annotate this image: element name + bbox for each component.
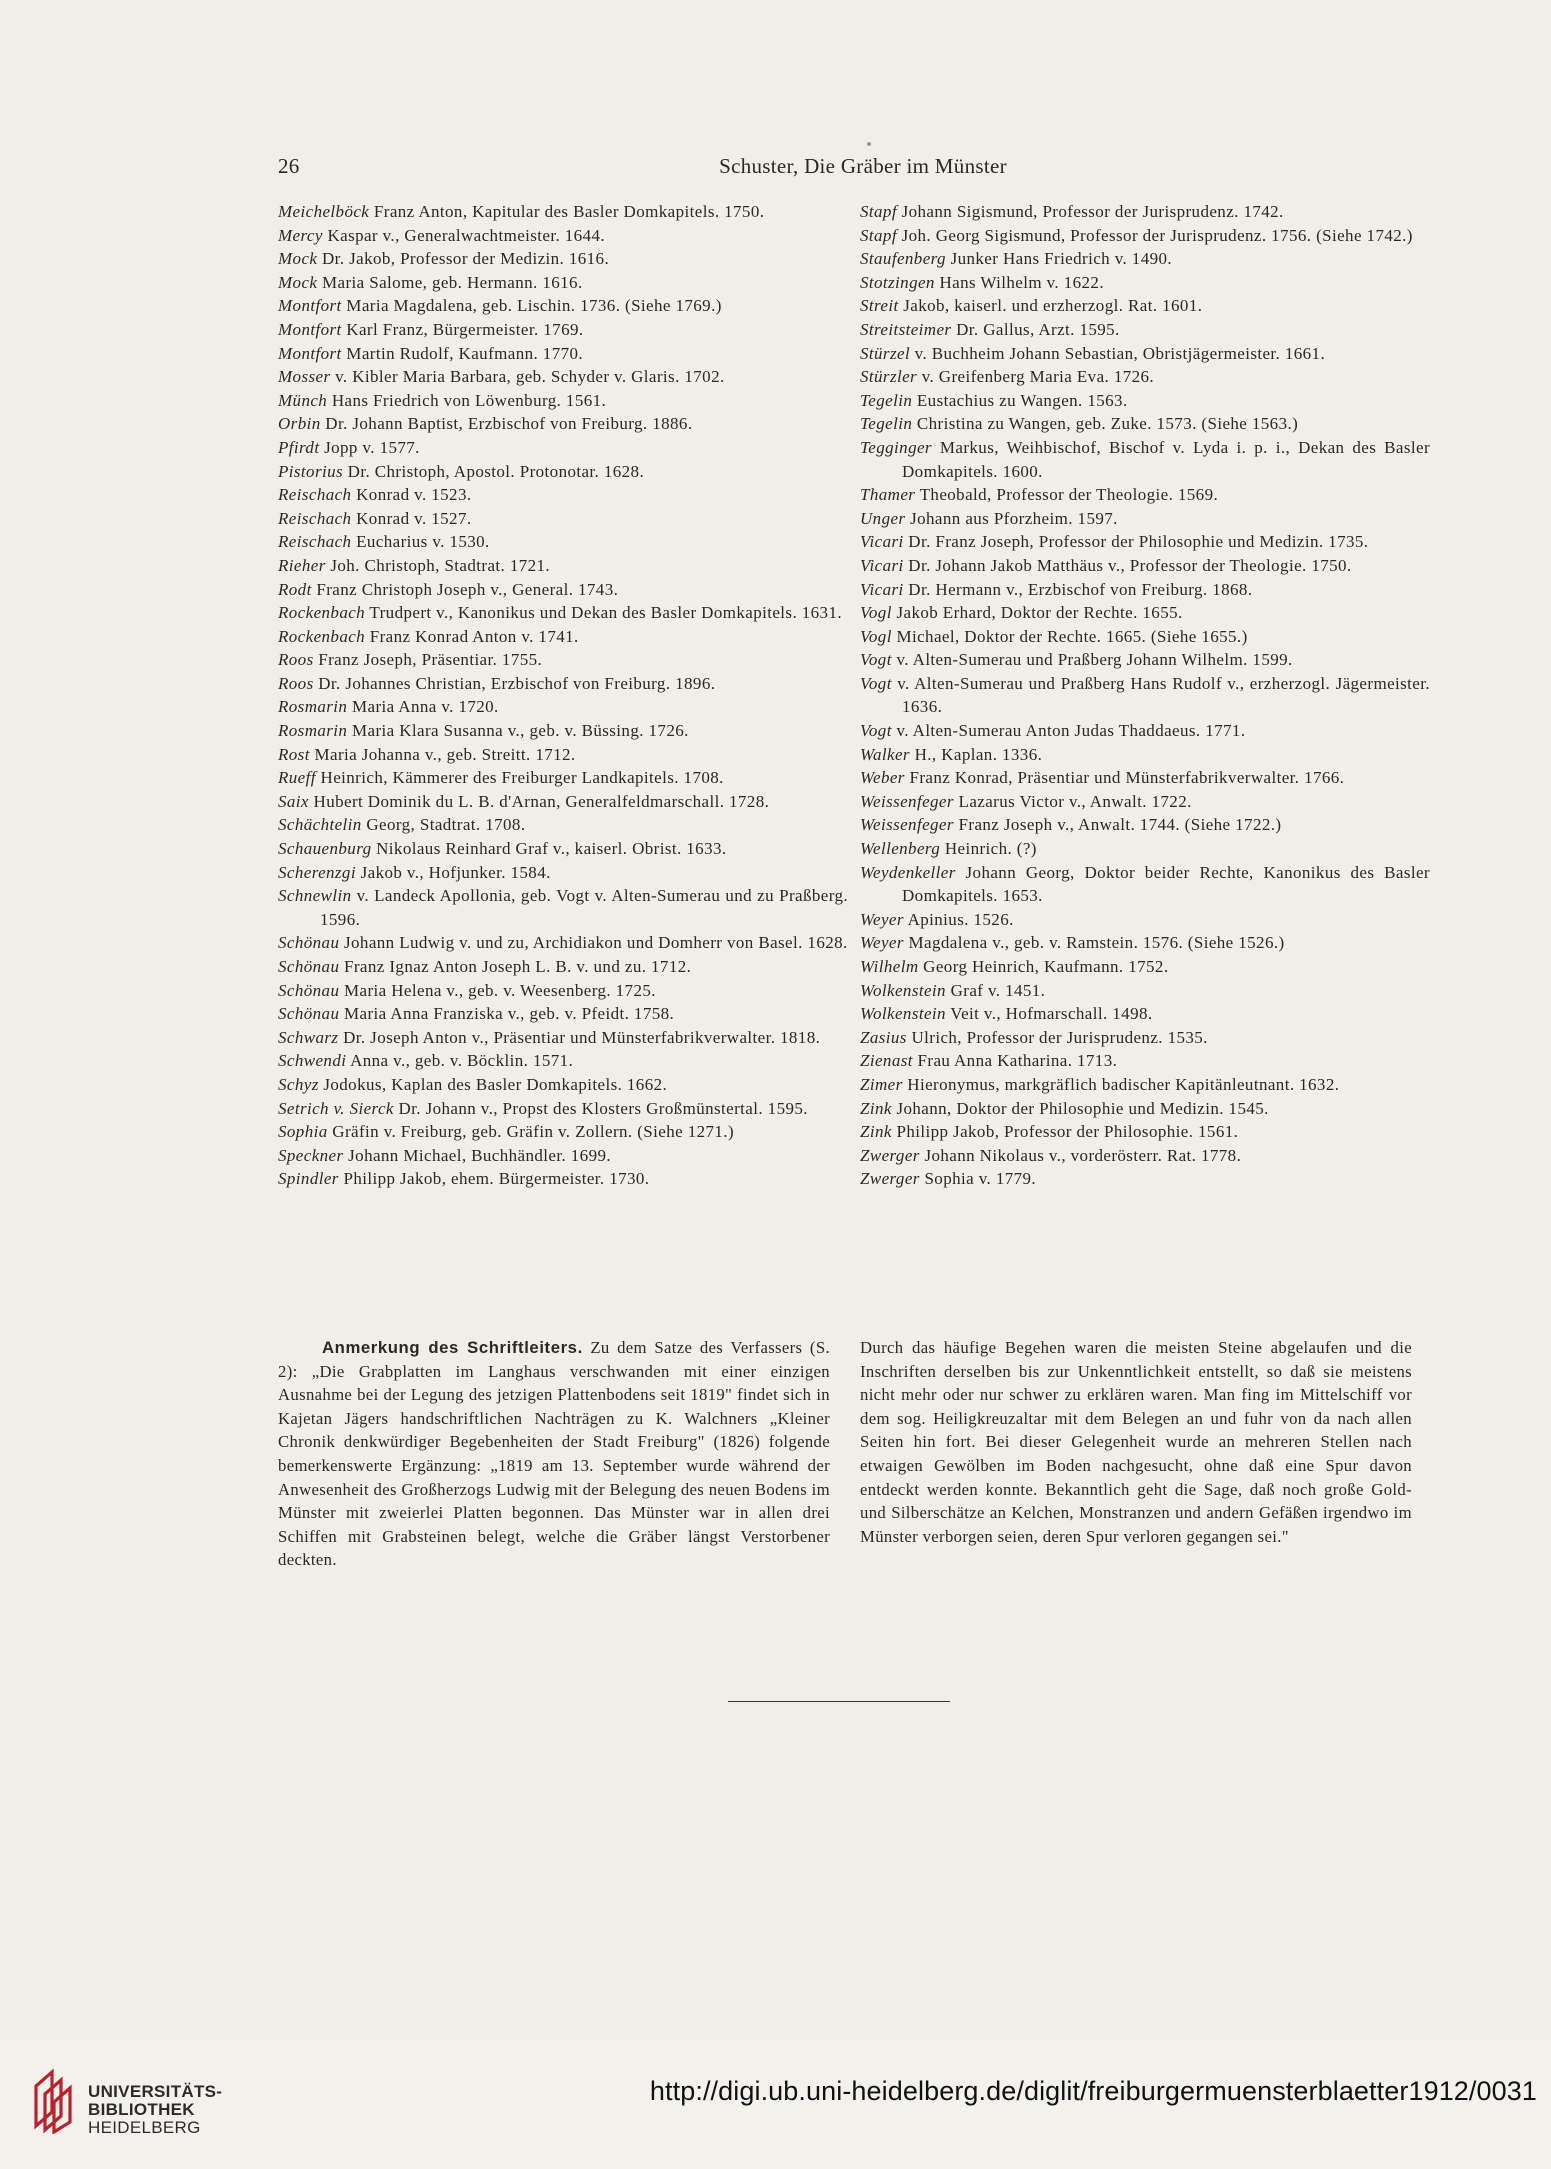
register-entry (860, 554, 1430, 578)
entry-details: Eucharius v. 1530. (351, 532, 490, 552)
register-entry (860, 813, 1430, 837)
left-entry-column (278, 200, 848, 1191)
register-entry (278, 507, 848, 531)
entry-details: Franz Ignaz Anton Joseph L. B. v. und zu. 1712. (339, 957, 692, 976)
entry-details: Heinrich. (?) (940, 839, 1037, 859)
register-entry (278, 931, 848, 955)
register-entry (860, 1073, 1430, 1097)
register-entry (278, 294, 848, 318)
entry-surname: Walker (860, 744, 910, 764)
entry-surname: Schönau (278, 957, 340, 976)
entry-details: Maria Johanna v., geb. Streitt. 1712. (309, 744, 576, 764)
register-entry (278, 1144, 848, 1168)
entry-details: Franz Christoph Joseph v., General. 1743. (311, 579, 619, 599)
entry-details: Jodokus, Kaplan des Basler Domkapitels. 1662. (318, 1074, 668, 1094)
register-entry (860, 743, 1430, 767)
entry-surname: Wolkenstein (860, 1004, 946, 1024)
entry-surname: Vicari (860, 579, 904, 599)
register-entry (278, 1073, 848, 1097)
entry-surname: Meichelböck (278, 202, 370, 221)
entry-surname: Vogt (860, 650, 892, 670)
entry-details: Hans Wilhelm v. 1622. (934, 272, 1104, 292)
entry-details: Dr. Christoph, Apostol. Protonotar. 1628. (343, 461, 645, 481)
entry-details: Franz Joseph v., Anwalt. 1744. (Siehe 1722.) (953, 815, 1282, 835)
entry-surname: Weissenfeger (860, 791, 954, 811)
entry-surname: Streitsteimer (860, 319, 952, 339)
register-entry (278, 483, 848, 507)
entry-surname: Tegelin (860, 414, 913, 434)
register-entry (860, 672, 1430, 719)
entry-details: Johann Sigismund, Professor der Jurisprudenz. 1742. (896, 202, 1284, 221)
entry-details: Frau Anna Katharina. 1713. (912, 1051, 1118, 1071)
entry-surname: Roos (278, 673, 314, 693)
register-entry (278, 955, 848, 979)
register-entry (860, 979, 1430, 1003)
register-entry (860, 1026, 1430, 1050)
register-entry (860, 601, 1430, 625)
entry-surname: Schönau (278, 933, 340, 953)
entry-details: Lazarus Victor v., Anwalt. 1722. (953, 791, 1192, 811)
register-entry (860, 200, 1430, 224)
register-entry (860, 247, 1430, 271)
register-entry (860, 271, 1430, 295)
editor-note-title: Anmerkung des Schriftleiters. (322, 1338, 583, 1357)
entry-details: Dr. Jakob, Professor der Medizin. 1616. (317, 249, 610, 269)
editor-note-left (278, 1336, 830, 1572)
register-entry (860, 365, 1430, 389)
entry-surname: Rodt (278, 579, 312, 599)
entry-details: Gräfin v. Freiburg, geb. Gräfin v. Zollern. (Siehe 1271.) (327, 1122, 735, 1142)
register-entry (860, 1120, 1430, 1144)
entry-surname: Sophia (278, 1122, 328, 1142)
register-entry (860, 318, 1430, 342)
register-entry (278, 1049, 848, 1073)
register-entry (860, 412, 1430, 436)
register-entry (860, 766, 1430, 790)
entry-details: Johann, Doktor der Philosophie und Medizin. 1545. (891, 1098, 1269, 1118)
entry-surname: Montfort (278, 343, 342, 363)
entry-surname: Setrich v. Sierck (278, 1098, 394, 1118)
register-entry (278, 1026, 848, 1050)
entry-details: Franz Anton, Kapitular des Basler Domkapitels. 1750. (369, 202, 765, 221)
register-entry (278, 837, 848, 861)
entry-details: Junker Hans Friedrich v. 1490. (945, 249, 1173, 269)
page-number: 26 (278, 154, 300, 178)
entry-surname: Weyer (860, 933, 904, 953)
entry-surname: Thamer (860, 485, 916, 505)
entry-details: Ulrich, Professor der Jurisprudenz. 1535. (906, 1027, 1208, 1047)
entry-surname: Mock (278, 272, 318, 292)
register-entry (860, 1049, 1430, 1073)
library-logo-icon (26, 2064, 80, 2134)
register-entry (860, 719, 1430, 743)
entry-surname: Zasius (860, 1027, 907, 1047)
entry-surname: Zimer (860, 1074, 903, 1094)
entry-details: Kaspar v., Generalwachtmeister. 1644. (322, 225, 606, 245)
entry-details: Anna v., geb. v. Böcklin. 1571. (346, 1051, 574, 1071)
digitization-footer (0, 2040, 1551, 2169)
entry-details: v. Kibler Maria Barbara, geb. Schyder v. Glaris. 1702. (330, 367, 725, 387)
entry-details: Magdalena v., geb. v. Ramstein. 1576. (Siehe 1526.) (903, 933, 1285, 953)
register-entry (860, 625, 1430, 649)
right-entry-column (860, 200, 1430, 1191)
register-entry (860, 578, 1430, 602)
entry-surname: Weydenkeller (860, 862, 956, 882)
entry-details: Georg, Stadtrat. 1708. (361, 815, 526, 835)
entry-surname: Reischach (278, 532, 352, 552)
entry-surname: Schyz (278, 1074, 319, 1094)
entry-surname: Tegelin (860, 390, 913, 410)
register-entry (278, 318, 848, 342)
entry-details: v. Landeck Apollonia, geb. Vogt v. Alten-Sumerau und zu Praßberg. 1596. (320, 886, 848, 929)
register-entry (278, 861, 848, 885)
entry-details: Sophia v. 1779. (919, 1169, 1037, 1189)
editor-note-continuation: Durch das häufige Begehen waren die meisten Steine abgelaufen und die Inschriften derselben bis zur Unkenntlichkeit entstellt, so daß sie meistens nicht mehr oder nur schwer zu erklären waren. Man fing im Mittelschiff vor dem sog. Heiligkreuzaltar mit dem Belegen an und fuhr von da nach allen Seiten hin fort. Bei dieser Gelegenheit wurde an mehreren Stellen nach etwaigen Gewölben im Boden nachgesucht, ohne daß eine Spur davon entdeckt werden konnte. Bekanntlich geht die Sage, daß noch große Gold- und Silberschätze an Kelchen, Monstranzen und andern Gefäßen irgendwo im Münster verborgen seien, deren Spur verloren gegangen sei." (860, 1338, 1412, 1546)
register-entry (278, 601, 848, 625)
register-entry (860, 955, 1430, 979)
entry-surname: Wolkenstein (860, 980, 946, 1000)
entry-surname: Saix (278, 791, 309, 811)
editor-note-text: Zu dem Satze des Verfassers (S. 2): „Die Grabplatten im Langhaus verschwanden mit einer einzigen Ausnahme bei der Legung des jetzigen Plattenbodens seit 1819" findet sich in Kajetan Jägers handschriftlichen Nachträgen zu K. Walchners „Kleiner Chronik denkwürdiger Begebenheiten der Stadt Freiburg" (1826) folgende bemerkenswerte Ergänzung: „1819 am 13. September wurde während der Anwesenheit des Großherzogs Ludwig mit der Belegung des neuen Bodens im Münster mit zweierlei Platten begonnen. Das Münster war in allen drei Schiffen mit Grabsteinen belegt, welche die Gräber längst Verstorbener deckten. (278, 1338, 830, 1570)
register-entry (278, 530, 848, 554)
entry-details: Jakob Erhard, Doktor der Rechte. 1655. (891, 603, 1183, 623)
entry-surname: Rockenbach (278, 626, 366, 646)
register-entry (860, 1097, 1430, 1121)
entry-surname: Zwerger (860, 1169, 920, 1189)
register-entry (860, 436, 1430, 483)
entry-details: Jopp v. 1577. (319, 437, 420, 457)
entry-surname: Montfort (278, 319, 342, 339)
entry-details: Michael, Doktor der Rechte. 1665. (Siehe 1655.) (891, 626, 1248, 646)
entry-details: Joh. Christoph, Stadtrat. 1721. (325, 555, 551, 575)
entry-details: Dr. Johannes Christian, Erzbischof von Freiburg. 1896. (313, 673, 716, 693)
register-entry (860, 507, 1430, 531)
register-entry (278, 1120, 848, 1144)
entry-surname: Zienast (860, 1051, 913, 1071)
entry-surname: Weber (860, 768, 905, 788)
entry-details: Johann Georg, Doktor beider Rechte, Kanonikus des Basler Domkapitels. 1653. (902, 862, 1430, 906)
entry-details: v. Alten-Sumerau und Praßberg Hans Rudolf v., erzherzogl. Jägermeister. 1636. (891, 673, 1430, 717)
register-entry (278, 1167, 848, 1191)
entry-details: Dr. Johann Jakob Matthäus v., Professor der Theologie. 1750. (903, 555, 1352, 575)
entry-surname: Stotzingen (860, 272, 935, 292)
entry-surname: Vogl (860, 603, 892, 623)
entry-surname: Rieher (278, 555, 326, 575)
register-entry (278, 790, 848, 814)
entry-details: Martin Rudolf, Kaufmann. 1770. (341, 343, 584, 363)
entry-details: Graf v. 1451. (945, 980, 1046, 1000)
register-entry (278, 342, 848, 366)
entry-details: Hans Friedrich von Löwenburg. 1561. (327, 390, 607, 410)
entry-surname: Stapf (860, 202, 897, 221)
entry-details: Dr. Johann Baptist, Erzbischof von Freiburg. 1886. (320, 414, 693, 434)
entry-surname: Montfort (278, 296, 342, 316)
entry-details: Konrad v. 1523. (351, 485, 472, 505)
register-entry (860, 483, 1430, 507)
register-entry (860, 342, 1430, 366)
entry-details: Nikolaus Reinhard Graf v., kaiserl. Obrist. 1633. (371, 839, 727, 859)
entry-surname: Zink (860, 1098, 892, 1118)
entry-details: Dr. Franz Joseph, Professor der Philosophie und Medizin. 1735. (903, 532, 1369, 552)
register-entry (278, 1002, 848, 1026)
register-entry (278, 365, 848, 389)
register-entry (860, 1002, 1430, 1026)
library-name (88, 2083, 222, 2137)
register-entry (278, 766, 848, 790)
entry-surname: Stapf (860, 225, 897, 245)
library-name-line: HEIDELBERG (88, 2118, 201, 2137)
entry-surname: Vogt (860, 673, 892, 693)
entry-details: Philipp Jakob, Professor der Philosophie. 1561. (891, 1122, 1239, 1142)
register-entry (278, 719, 848, 743)
source-url-link[interactable]: http://digi.ub.uni-heidelberg.de/diglit/freiburgermuensterblaetter1912/0031 (649, 2076, 1537, 2106)
register-entry (860, 1167, 1430, 1191)
entry-details: v. Alten-Sumerau Anton Judas Thaddaeus. 1771. (891, 721, 1246, 741)
register-entry (278, 695, 848, 719)
entry-details: Veit v., Hofmarschall. 1498. (945, 1004, 1153, 1024)
entry-details: Christina zu Wangen, geb. Zuke. 1573. (Siehe 1563.) (912, 414, 1299, 434)
entry-surname: Tegginger (860, 437, 932, 457)
entry-surname: Schönau (278, 1004, 340, 1024)
entry-details: Maria Salome, geb. Hermann. 1616. (317, 272, 583, 292)
entry-details: Johann Nikolaus v., vorderösterr. Rat. 1778. (919, 1145, 1242, 1165)
entry-surname: Schnewlin (278, 886, 352, 906)
entry-surname: Rosmarin (278, 697, 348, 717)
entry-surname: Mock (278, 249, 318, 269)
register-entry (278, 460, 848, 484)
register-entry (278, 271, 848, 295)
entry-details: Franz Konrad, Präsentiar und Münsterfabrikverwalter. 1766. (904, 768, 1345, 788)
entry-surname: Unger (860, 508, 906, 528)
entry-details: Dr. Johann v., Propst des Klosters Großmünstertal. 1595. (393, 1098, 808, 1118)
entry-surname: Schwarz (278, 1027, 339, 1047)
entry-details: Markus, Weihbischof, Bischof v. Lyda i. p. i., Dekan des Basler Domkapitels. 1600. (902, 437, 1430, 481)
register-entry (860, 389, 1430, 413)
entry-details: Maria Anna Franziska v., geb. v. Pfeidt. 1758. (339, 1004, 675, 1024)
register-entry (278, 247, 848, 271)
register-entry (860, 224, 1430, 248)
page-header (278, 154, 1448, 184)
register-entry (860, 837, 1430, 861)
entry-details: v. Buchheim Johann Sebastian, Obristjägermeister. 1661. (910, 343, 1326, 363)
entry-details: Hieronymus, markgräflich badischer Kapitänleutnant. 1632. (902, 1074, 1340, 1094)
entry-surname: Mosser (278, 367, 331, 387)
entry-details: Georg Heinrich, Kaufmann. 1752. (918, 957, 1169, 976)
register-entry (278, 648, 848, 672)
entry-surname: Zink (860, 1122, 892, 1142)
entry-details: Heinrich, Kämmerer des Freiburger Landkapitels. 1708. (315, 768, 724, 788)
register-entry (278, 224, 848, 248)
entry-details: Dr. Gallus, Arzt. 1595. (951, 319, 1120, 339)
entry-surname: Mercy (278, 225, 323, 245)
entry-surname: Roos (278, 650, 314, 670)
entry-details: Jakob, kaiserl. und erzherzogl. Rat. 1601. (898, 296, 1203, 316)
entry-details: Franz Konrad Anton v. 1741. (365, 626, 579, 646)
entry-surname: Wellenberg (860, 839, 941, 859)
register-entry (860, 648, 1430, 672)
register-entry (278, 200, 848, 224)
entry-details: Eustachius zu Wangen. 1563. (912, 390, 1128, 410)
entry-details: Karl Franz, Bürgermeister. 1769. (341, 319, 584, 339)
register-entry (278, 554, 848, 578)
entry-surname: Reischach (278, 508, 352, 528)
entry-details: Maria Magdalena, geb. Lischin. 1736. (Siehe 1769.) (341, 296, 722, 316)
entry-surname: Schächtelin (278, 815, 362, 835)
entry-surname: Spindler (278, 1169, 339, 1189)
entry-surname: Orbin (278, 414, 321, 434)
entry-surname: Rost (278, 744, 310, 764)
entry-surname: Wilhelm (860, 957, 919, 976)
register-entry (278, 436, 848, 460)
running-title: Schuster, Die Gräber im Münster (719, 154, 1007, 178)
entry-surname: Rosmarin (278, 721, 348, 741)
entry-details: Jakob v., Hofjunker. 1584. (355, 862, 551, 882)
library-name-line: UNIVERSITÄTS- (88, 2082, 223, 2101)
entry-surname: Reischach (278, 485, 352, 505)
entry-surname: Rueff (278, 768, 316, 788)
entry-surname: Weissenfeger (860, 815, 954, 835)
register-entry (278, 578, 848, 602)
entry-details: Philipp Jakob, ehem. Bürgermeister. 1730. (338, 1169, 650, 1189)
entry-details: v. Alten-Sumerau und Praßberg Johann Wilhelm. 1599. (891, 650, 1293, 670)
library-name-line: BIBLIOTHEK (88, 2100, 195, 2119)
entry-surname: Vicari (860, 532, 904, 552)
register-entry (860, 1144, 1430, 1168)
scan-speck (867, 142, 871, 146)
register-entry (860, 530, 1430, 554)
entry-surname: Scherenzgi (278, 862, 356, 882)
entry-details: Johann Michael, Buchhändler. 1699. (343, 1145, 612, 1165)
register-entry (278, 813, 848, 837)
register-entry (278, 625, 848, 649)
entry-surname: Weyer (860, 909, 904, 929)
register-entry (278, 389, 848, 413)
entry-surname: Staufenberg (860, 249, 946, 269)
register-entry (278, 884, 848, 931)
register-entry (860, 294, 1430, 318)
entry-details: H., Kaplan. 1336. (909, 744, 1043, 764)
entry-details: Konrad v. 1527. (351, 508, 472, 528)
register-entry (860, 908, 1430, 932)
entry-details: Johann aus Pforzheim. 1597. (905, 508, 1118, 528)
entry-surname: Speckner (278, 1145, 344, 1165)
entry-details: Theobald, Professor der Theologie. 1569. (915, 485, 1219, 505)
entry-details: Maria Helena v., geb. v. Weesenberg. 1725. (339, 980, 656, 1000)
entry-surname: Stürzel (860, 343, 911, 363)
entry-details: Apinius. 1526. (903, 909, 1014, 929)
entry-details: Maria Klara Susanna v., geb. v. Büssing. 1726. (347, 721, 689, 741)
entry-surname: Streit (860, 296, 899, 316)
entry-surname: Pistorius (278, 461, 344, 481)
entry-surname: Zwerger (860, 1145, 920, 1165)
entry-details: Dr. Joseph Anton v., Präsentiar und Münsterfabrikverwalter. 1818. (338, 1027, 821, 1047)
register-entry (278, 979, 848, 1003)
entry-surname: Vicari (860, 555, 904, 575)
register-entry (860, 931, 1430, 955)
editor-note-right (860, 1336, 1412, 1548)
entry-surname: Rockenbach (278, 603, 366, 623)
entry-surname: Vogl (860, 626, 892, 646)
register-entry (278, 1097, 848, 1121)
register-entry (278, 743, 848, 767)
entry-details: Joh. Georg Sigismund, Professor der Jurisprudenz. 1756. (Siehe 1742.) (896, 225, 1413, 245)
entry-details: Franz Joseph, Präsentiar. 1755. (313, 650, 543, 670)
entry-surname: Schauenburg (278, 839, 372, 859)
entry-details: Dr. Hermann v., Erzbischof von Freiburg. 1868. (903, 579, 1253, 599)
register-entry (278, 412, 848, 436)
register-entry (860, 861, 1430, 908)
entry-surname: Münch (278, 390, 328, 410)
entry-surname: Schönau (278, 980, 340, 1000)
entry-details: Trudpert v., Kanonikus und Dekan des Basler Domkapitels. 1631. (365, 603, 842, 623)
end-rule (728, 1701, 950, 1702)
register-entry (860, 790, 1430, 814)
entry-details: v. Greifenberg Maria Eva. 1726. (917, 367, 1155, 387)
entry-details: Maria Anna v. 1720. (347, 697, 499, 717)
register-entry (278, 672, 848, 696)
entry-surname: Pfirdt (278, 437, 320, 457)
entry-surname: Vogt (860, 721, 892, 741)
entry-details: Johann Ludwig v. und zu, Archidiakon und Domherr von Basel. 1628. (339, 933, 848, 953)
entry-surname: Stürzler (860, 367, 918, 387)
entry-details: Hubert Dominik du L. B. d'Arnan, Generalfeldmarschall. 1728. (308, 791, 770, 811)
entry-surname: Schwendi (278, 1051, 347, 1071)
